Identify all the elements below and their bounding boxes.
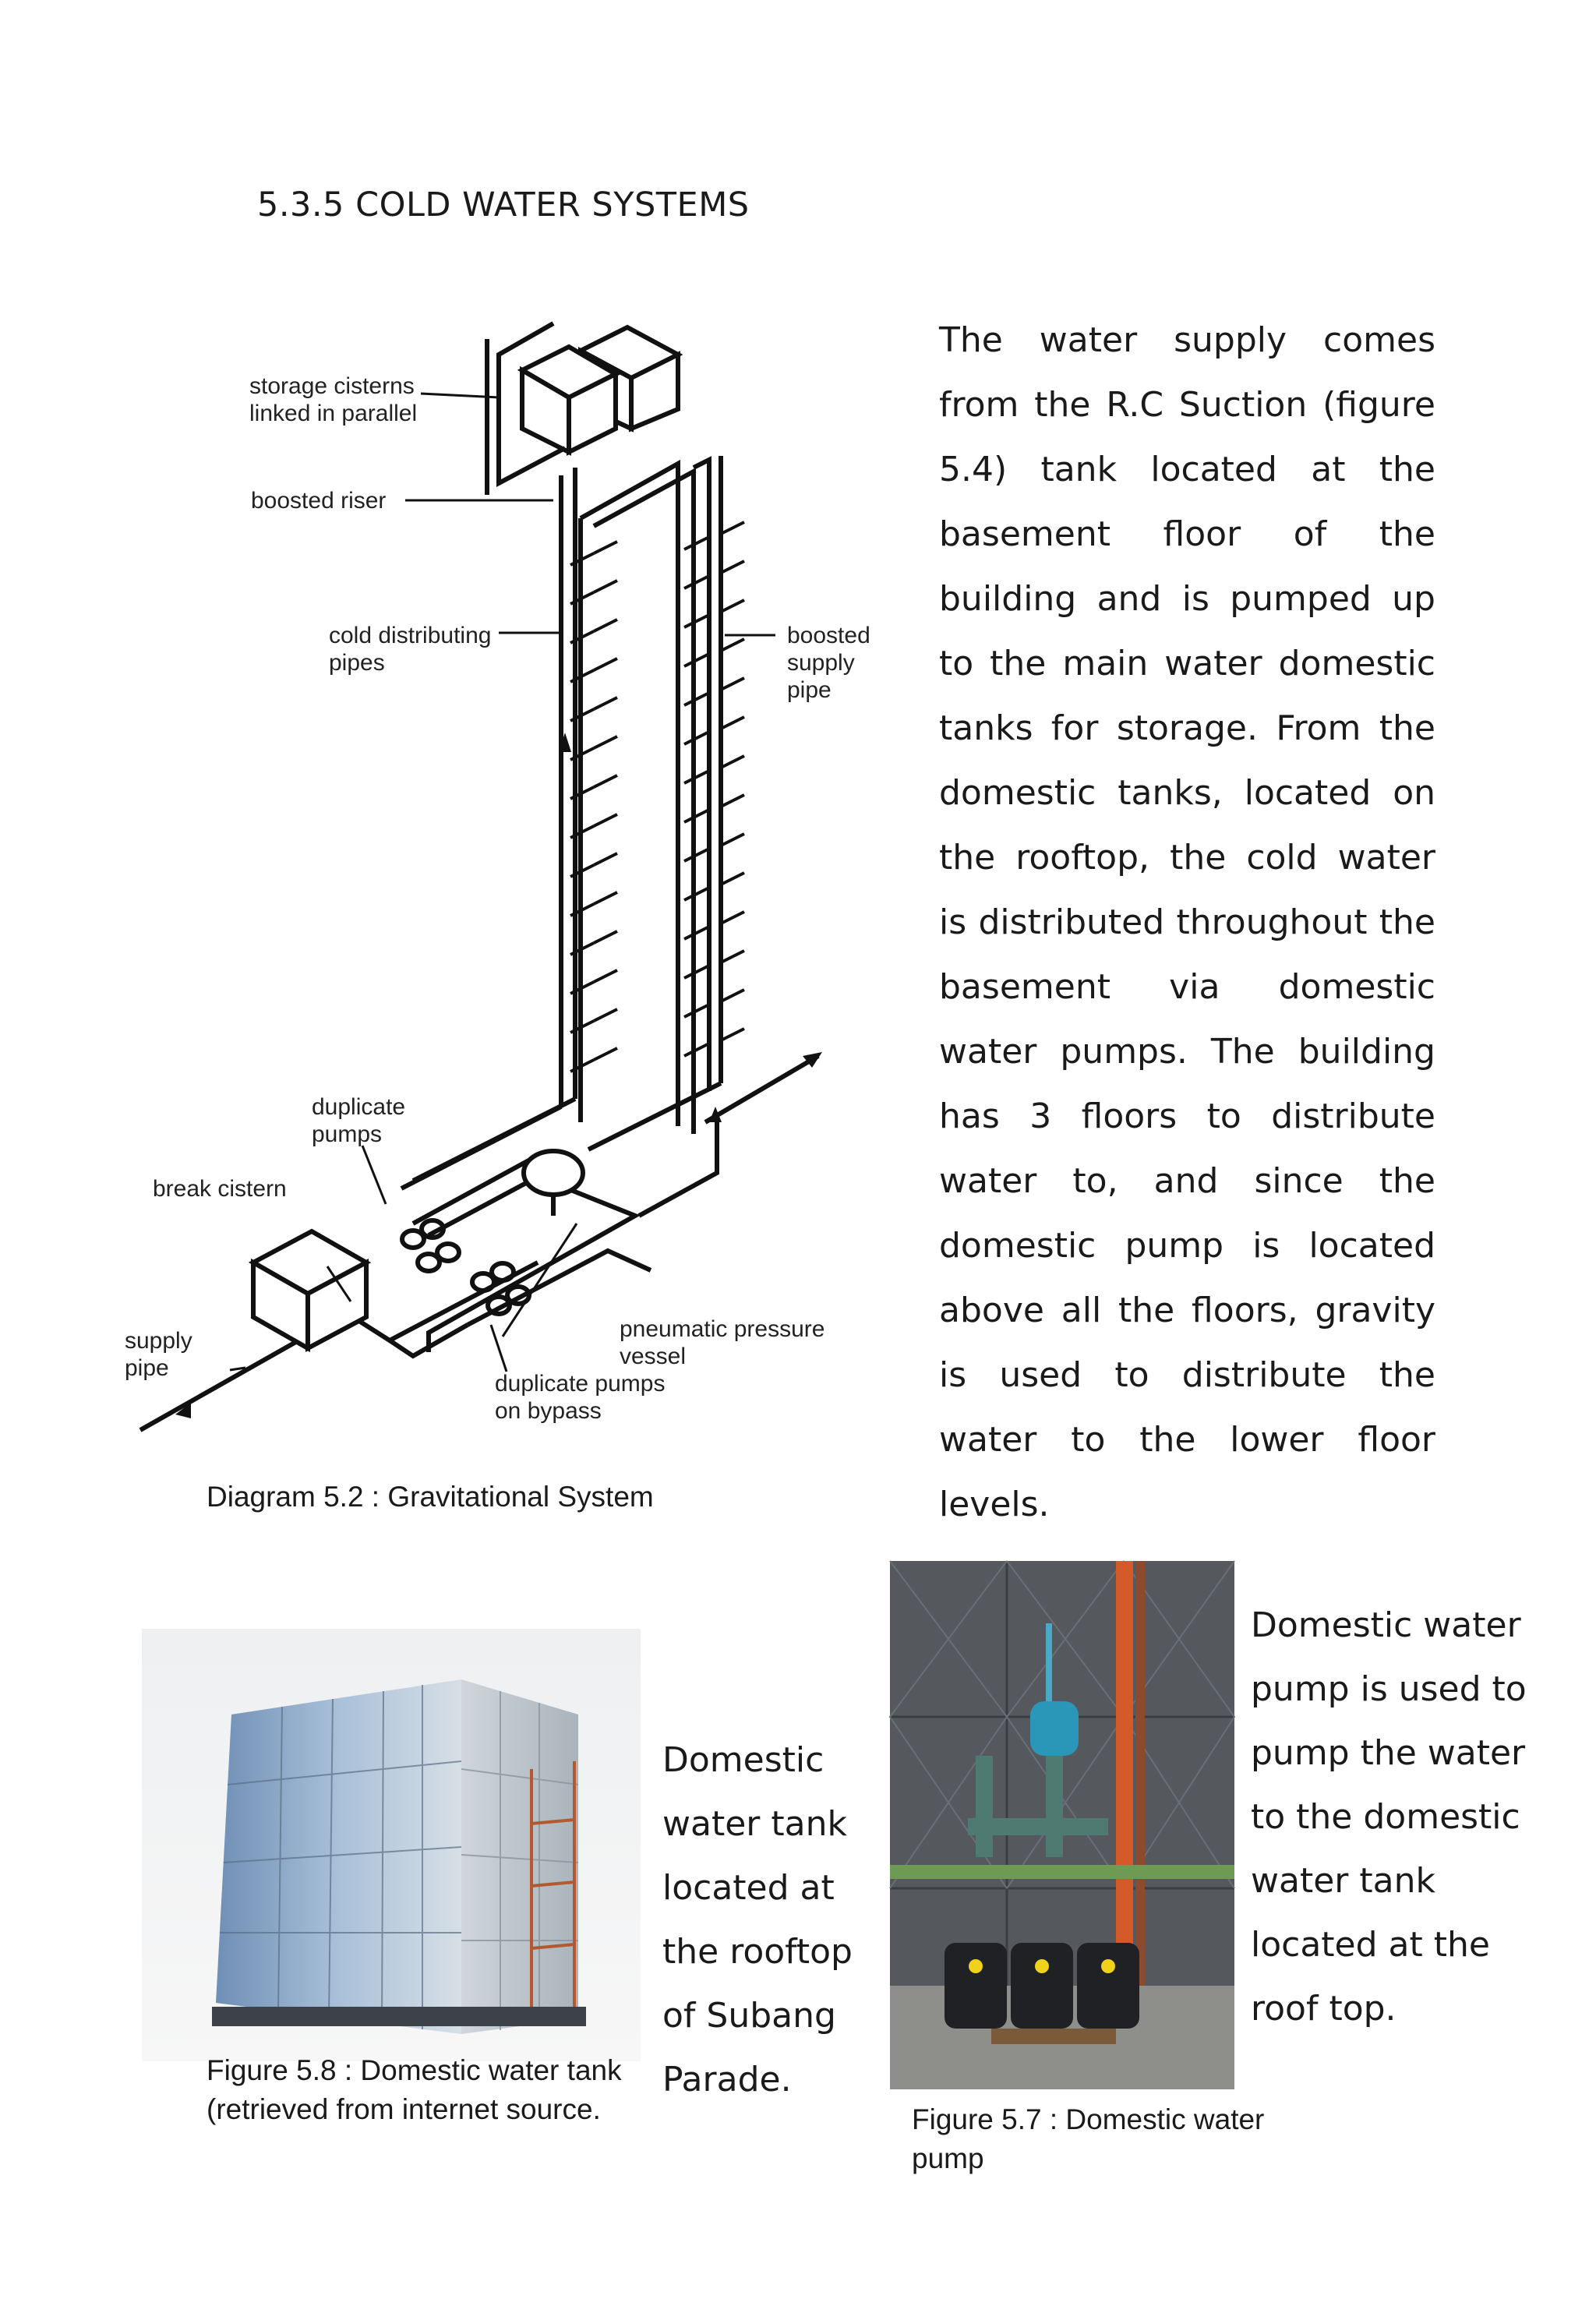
break-cistern <box>253 1231 366 1348</box>
tank-figure-caption: Figure 5.8 : Domestic water tank (retrieved from internet source. <box>207 2054 622 2125</box>
label-cold-distributing-pipes-line2: pipes <box>329 650 385 676</box>
label-break-cistern: break cistern <box>153 1176 287 1202</box>
label-storage-cisterns: storage cisterns <box>249 373 415 399</box>
label-storage-cisterns-line2: linked in parallel <box>249 401 418 426</box>
label-supply-pipe-line2: pipe <box>125 1355 169 1381</box>
pump-description: Domestic water pump is used to pump the water to the domestic water tank located at the roof top. <box>1251 1605 1527 2029</box>
pneumatic-pressure-vessel <box>524 1151 583 1216</box>
label-cold-distributing-pipes: cold distributing <box>329 623 492 648</box>
water-tank-photo <box>142 1629 641 2061</box>
label-pneumatic-pressure-vessel: pneumatic pressure <box>620 1316 825 1342</box>
label-duplicate-pumps: duplicate <box>312 1094 406 1120</box>
tank-description: Domestic water tank located at the rooftop of Subang Parade. <box>662 1740 853 2099</box>
intro-paragraph: The water supply comes from the R.C Suction (figure 5.4) tank located at the basement floor of the building and is pumped up to the main water domestic tanks for storage. From the domestic tanks, located on the rooftop, the cold water is distributed throughout the basement via domestic water pumps. The building has 3 floors to distribute water to, and since the domestic pump is located above all the floors, gravity is used to distribute the water to the lower floor levels. <box>939 320 1435 1524</box>
label-supply-pipe: supply <box>125 1328 192 1354</box>
label-pneumatic-pressure-vessel-line2: vessel <box>620 1344 687 1369</box>
diagram-caption: Diagram 5.2 : Gravitational System <box>207 1481 654 1513</box>
pump-figure-caption: Figure 5.7 : Domestic water pump <box>912 2103 1265 2174</box>
label-boosted-supply-pipe-line2: supply <box>787 650 855 676</box>
gravitational-system-diagram <box>117 296 870 1442</box>
label-boosted-riser: boosted riser <box>251 488 387 514</box>
section-heading: 5.3.5 COLD WATER SYSTEMS <box>257 185 750 224</box>
water-pump-photo <box>890 1561 1234 2089</box>
label-duplicate-pumps-line2: pumps <box>312 1121 383 1147</box>
label-duplicate-pumps-bypass-line2: on bypass <box>495 1398 602 1424</box>
label-duplicate-pumps-bypass: duplicate pumps <box>495 1371 666 1397</box>
duplicate-pumps <box>402 1220 459 1271</box>
label-boosted-supply-pipe: boosted <box>787 623 870 648</box>
label-boosted-supply-pipe-line3: pipe <box>787 677 832 703</box>
storage-cisterns <box>522 327 678 452</box>
branch-arrows <box>570 522 744 1072</box>
